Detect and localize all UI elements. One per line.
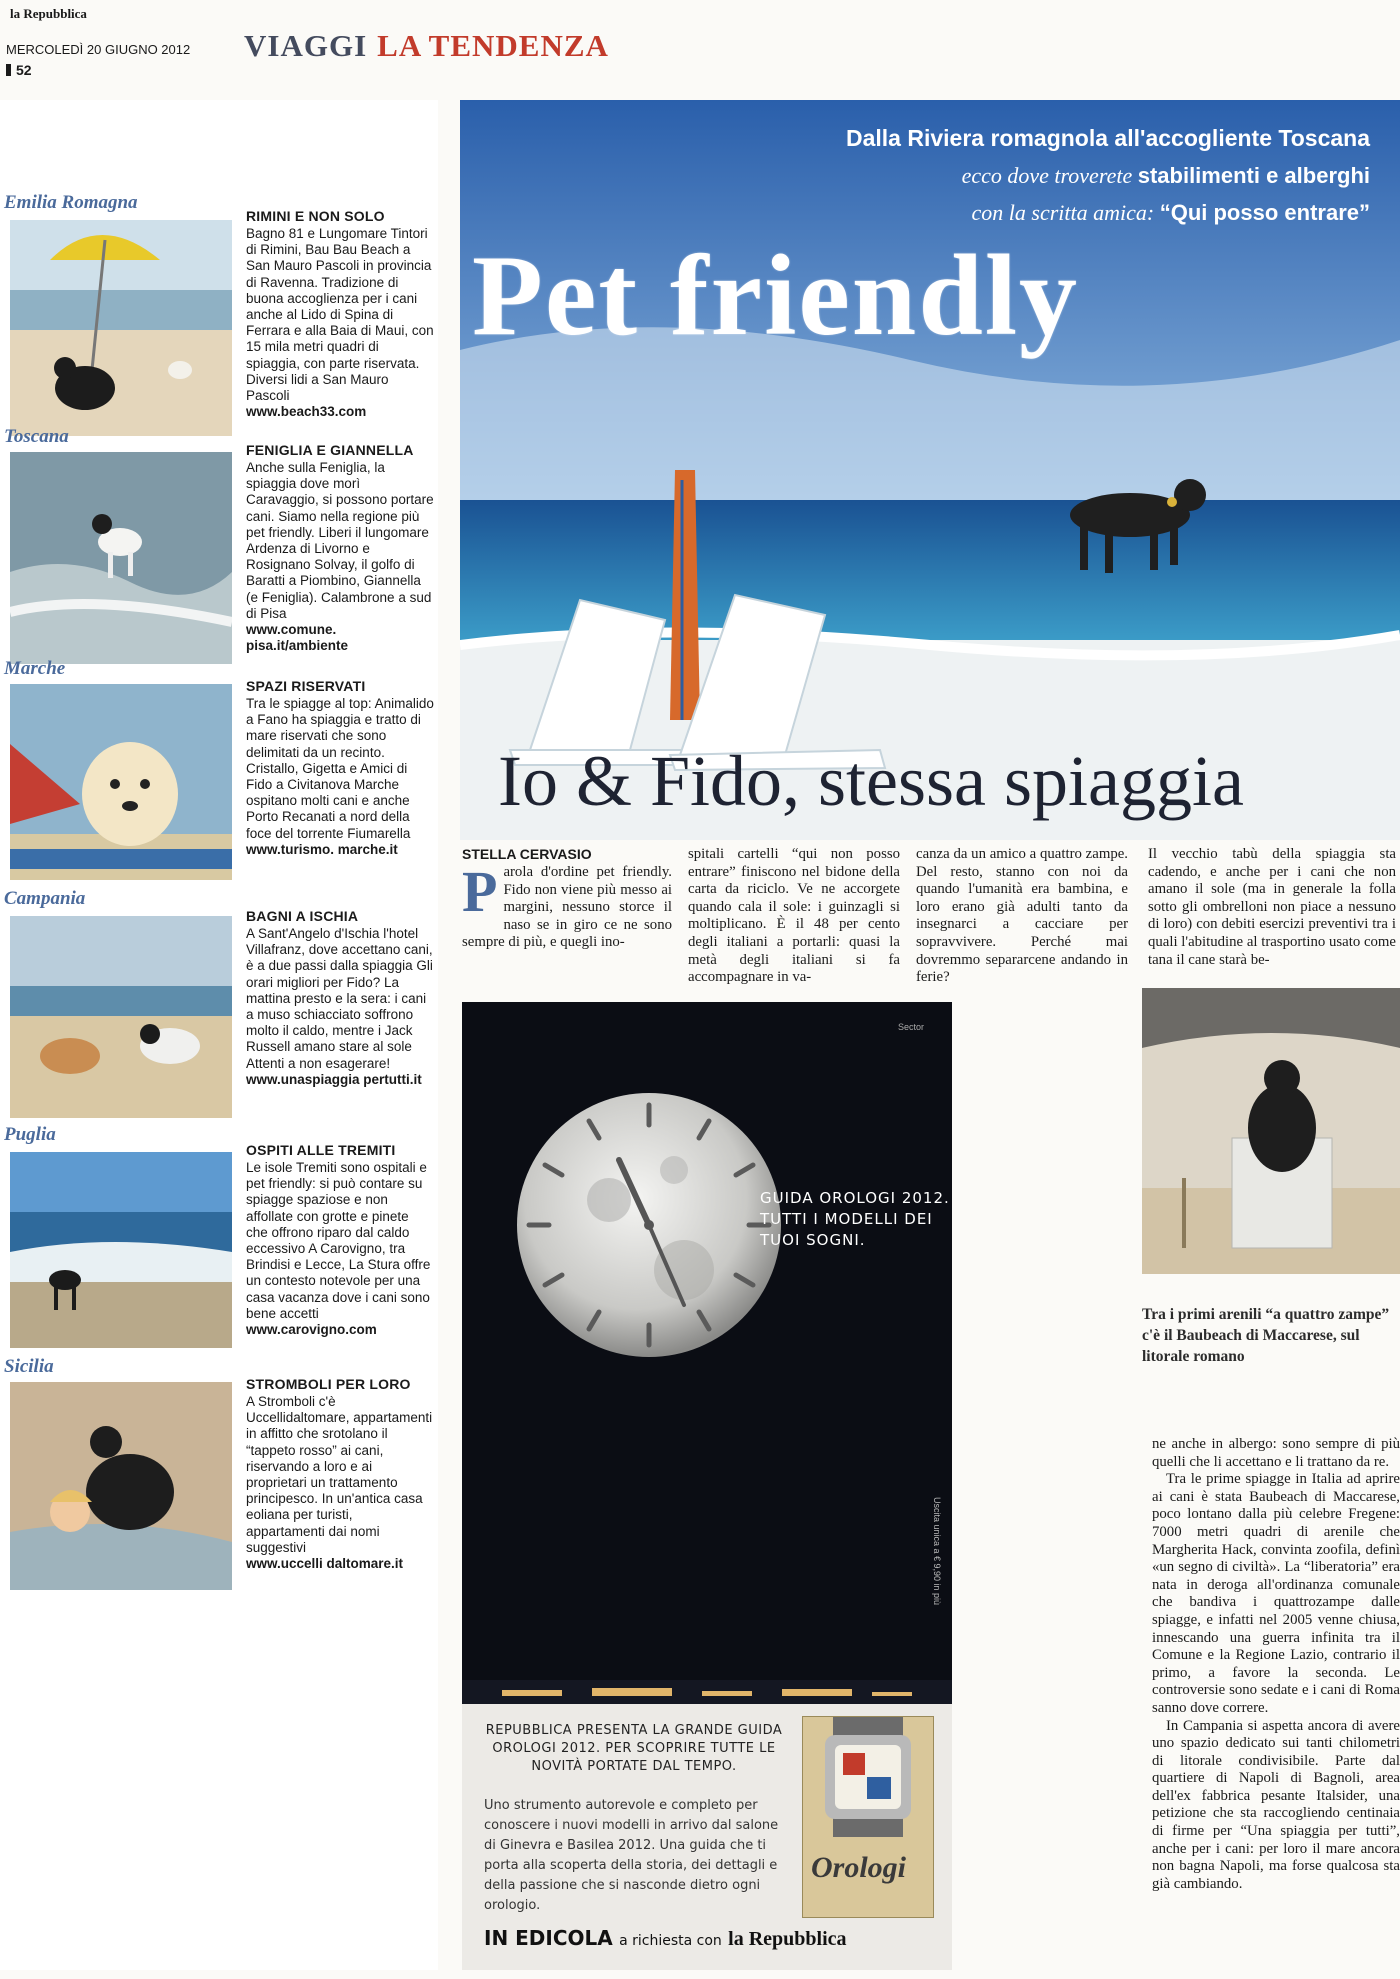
ad-price-note: Uscita unica a € 9,90 in più — [932, 1497, 942, 1606]
article-column-2: spitali cartelli “qui non posso entrare” finiscono nel bidone della carta da riciclo. Ve ne accorgete quando cala il sole: i guinzagli si moltiplicano. È il 48 per cento degli italiani a portarli: quasi la metà degli italiani si fa accompagnare in va- — [688, 846, 900, 986]
ad-brand-mark: Sector — [897, 1022, 924, 1032]
tip-text: A Stromboli c'è Uccellidaltomare, appartamenti in affitto che srotolano il “tappeto rosso” ai cani, riservando a loro e ai proprietari un trattamento principesco. In un'antica casa eoliana per turisti, appartamenti dai nomi suggestivi — [246, 1394, 433, 1555]
ad-guide-line-1: GUIDA OROLOGI 2012. — [760, 1189, 950, 1207]
tip-title: OSPITI ALLE TREMITI — [246, 1142, 396, 1158]
ad-footer-bold: IN EDICOLA — [484, 1926, 613, 1950]
photo-dog-in-chair — [1142, 988, 1400, 1274]
tip-toscana — [246, 442, 434, 654]
hero-beach-photo — [460, 100, 1400, 840]
article-column-4: Il vecchio tabù della spiaggia sta cadendo, e anche per i cani che non amano il sole (ma in generale la folla sotto gli ombrelloni non piace a nessuno di loro) con debiti esercizi preventivi tra i quali l'abitudine al trasportino usato come tana il cane starà be- — [1148, 846, 1396, 968]
region-label: Sicilia — [4, 1356, 54, 1377]
article-kicker — [750, 120, 1370, 231]
tip-text: Anche sulla Feniglia, la spiaggia dove morì Caravaggio, si possono portare cani. Siamo nella regione più pet friendly. Liberi il lungomare Ardenza di Livorno e Rosignano Solvay, il golfo di Baratti a Piombino, Giannella (e Feniglia). Calambrone a sud di Pisa — [246, 460, 434, 621]
article-column-3: canza da un amico a quattro zampe. Del resto, stanno con noi da quando l'umanità era bambina, e loro erano già adulti tanto da insegnarci a cacciare per sopravvivere. Perché mai dovremmo separarcene andando in ferie? — [916, 846, 1128, 986]
ad-book-cover — [802, 1716, 934, 1918]
issue-date: MERCOLEDÌ 20 GIUGNO 2012 — [6, 42, 191, 57]
tip-title: SPAZI RISERVATI — [246, 678, 366, 694]
photo-child-with-dog — [10, 1382, 232, 1590]
newspaper-name: la Repubblica — [10, 6, 87, 21]
article-text-1: arola d'ordine pet friendly. Fido non viene più messo ai margini, nessuno storce il naso se in giro ce ne sono sempre di più, e quegli ino- — [462, 864, 672, 951]
tip-url: www.carovigno.com — [246, 1322, 377, 1338]
photo-beach-dogs-umbrella — [10, 220, 232, 436]
regions-column — [0, 100, 438, 1970]
article-continuation — [1152, 1436, 1400, 1893]
article-paragraph: In Campania si aspetta ancora di avere uno spazio dedicato sui tanti chilometri di litorale condivisibile. Parte dal quartiere di Napoli di Bagnoli, area dell'ex fabbrica pesante Italsider, una petizione che sta raccogliendo centinaia di firme per “Una spiaggia per tutti”, anche per i cani: per loro il mare ancora non bagna Napoli, ma forse qualcosa sta già cambiando. — [1152, 1717, 1400, 1892]
tip-url: www.uccelli daltomare.it — [246, 1556, 404, 1572]
tip-emilia-romagna — [246, 208, 434, 420]
region-label: Toscana — [4, 426, 69, 447]
ad-book-title: Orologi — [811, 1851, 907, 1884]
region-label: Emilia Romagna — [4, 192, 138, 213]
byline: STELLA CERVASIO — [462, 846, 592, 862]
article-column-1 — [462, 859, 672, 952]
tip-text: Bagno 81 e Lungomare Tintori di Rimini, Bau Bau Beach a San Mauro Pascoli in provincia di Ravenna. Tradizione di buona accoglienza per i cani anche al Lido di Spina di Ferrara e alla Baia di Maui, con 15 mila metri quadri di spiaggia, con parte riservata. Diversi lidi a San Mauro Pascoli — [246, 226, 434, 404]
photo-dog-running-waves — [10, 452, 232, 664]
article-paragraph: ne anche in albergo: sono sempre di più quelli che li accettano e li trattano da re. — [1152, 1436, 1400, 1470]
page-number: 52 — [6, 62, 32, 78]
tip-puglia — [246, 1142, 434, 1338]
region-label: Campania — [4, 888, 86, 909]
region-label: Marche — [4, 658, 66, 679]
tip-url: www.beach33.com — [246, 404, 367, 420]
watch-icon — [803, 1717, 933, 1837]
region-label: Puglia — [4, 1124, 56, 1145]
section-header — [244, 28, 609, 64]
tip-sicilia — [246, 1376, 434, 1572]
kicker-line-3-bold: “Qui posso entrare” — [1159, 200, 1370, 225]
tip-title: BAGNI A ISCHIA — [246, 908, 359, 924]
kicker-line-3-italic: con la scritta amica: — [971, 200, 1155, 225]
tip-title: RIMINI E NON SOLO — [246, 208, 385, 224]
ad-city-skyline — [462, 1680, 952, 1704]
drop-cap: P — [462, 859, 498, 924]
tip-title: STROMBOLI PER LORO — [246, 1376, 411, 1392]
ad-footer-paper: la Repubblica — [728, 1928, 847, 1950]
tip-text: Le isole Tremiti sono ospitali e pet friendly: si può contare su spiagge spaziose e non affollate con grotte e pinete che offrono riparo dal caldo eccessivo A Carovigno, tra Brindisi e Lecce, La Stura offre un contesto notevole per una casa vacanza dove i cani sono bene accetti — [246, 1160, 431, 1321]
tip-campania — [246, 908, 434, 1088]
subsection-name: LA TENDENZA — [377, 28, 609, 63]
photo-dog-seashore — [10, 1152, 232, 1348]
photo-caption: Tra i primi arenili “a quattro zampe” c'è il Baubeach di Maccarese, sul litorale romano — [1142, 1306, 1390, 1365]
ad-guide-line-2: TUTTI I MODELLI DEI TUOI SOGNI. — [760, 1210, 933, 1249]
kicker-line-2 — [750, 157, 1370, 194]
ad-footer-text: a richiesta con — [619, 1933, 722, 1949]
kicker-line-3 — [750, 194, 1370, 231]
kicker-line-2-bold: stabilimenti e alberghi — [1137, 163, 1370, 188]
tip-url: www.turismo. marche.it — [246, 841, 398, 857]
tip-url: www.comune. pisa.it/ambiente — [246, 622, 349, 654]
photo-puppy-towel — [10, 684, 232, 880]
big-title: Pet friendly — [472, 232, 1080, 360]
tip-title: FENIGLIA E GIANNELLA — [246, 442, 414, 458]
tip-url: www.unaspiaggia pertutti.it — [246, 1071, 422, 1087]
ad-guide-headline — [760, 1188, 952, 1251]
photo-dogs-on-beach — [10, 916, 232, 1118]
kicker-line-1: Dalla Riviera romagnola all'accogliente Toscana — [845, 125, 1370, 151]
tip-text: Tra le spiagge al top: Animalido a Fano ha spiaggia e tratto di mare riservati che sono delimitati da un recinto. Cristallo, Gigetta e Amici di Fido a Civitanova Marche ospitano molti cani e anche Porto Recanati a nord della foce del torrente Fiumarella — [246, 696, 434, 841]
ad-footer — [484, 1926, 847, 1951]
ad-panel-title: REPUBBLICA PRESENTA LA GRANDE GUIDA OROLOGI 2012. PER SCOPRIRE TUTTE LE NOVITÀ PORTATE DAL TEMPO. — [485, 1723, 783, 1774]
watch-guide-advertisement[interactable] — [462, 1002, 952, 1970]
tip-marche — [246, 678, 434, 858]
article-paragraph: Tra le prime spiagge in Italia ad aprire ai cani è stata Baubeach di Maccarese, poco lontano dalla più celebre Fregene: 7000 metri quadri di arenile che Margherita Hack, convinta zoofila, definì «un segno di civiltà». La “liberatoria” era nata in deroga all'ordinanza comunale che bandiva i quattrozampe dalle spiagge, e infatti nel 2005 venne chiusa, innescando una guerra infinita tra il Comune e la Regione Lazio, contrario il primo, a favore la seconda. Le controversie sono sedate e i cani di Roma sanno dove correre. — [1152, 1471, 1400, 1716]
headline: Io & Fido, stessa spiaggia — [498, 741, 1244, 821]
kicker-line-2-italic: ecco dove troverete — [961, 163, 1133, 188]
moon-clock-icon — [514, 1090, 784, 1360]
ad-info-panel — [462, 1704, 952, 1970]
tip-text: A Sant'Angelo d'Ischia l'hotel Villafranz, dove accettano cani, è a due passi dalla spiaggia Gli orari migliori per Fido? La mattina presto e la sera: i cani a muso schiacciato soffrono molto il caldo, mentre i Jack Russell amano stare al sole Attenti a non esagerare! — [246, 926, 433, 1071]
section-name: VIAGGI — [244, 28, 368, 63]
ad-panel-body: Uno strumento autorevole e completo per conoscere i nuovi modelli in arrivo dal salone di Ginevra e Basilea 2012. Una guida che ti porta alla scoperta della storia, dei dettagli e della passione che si nasconde dietro ogni orologio. — [484, 1798, 779, 1913]
